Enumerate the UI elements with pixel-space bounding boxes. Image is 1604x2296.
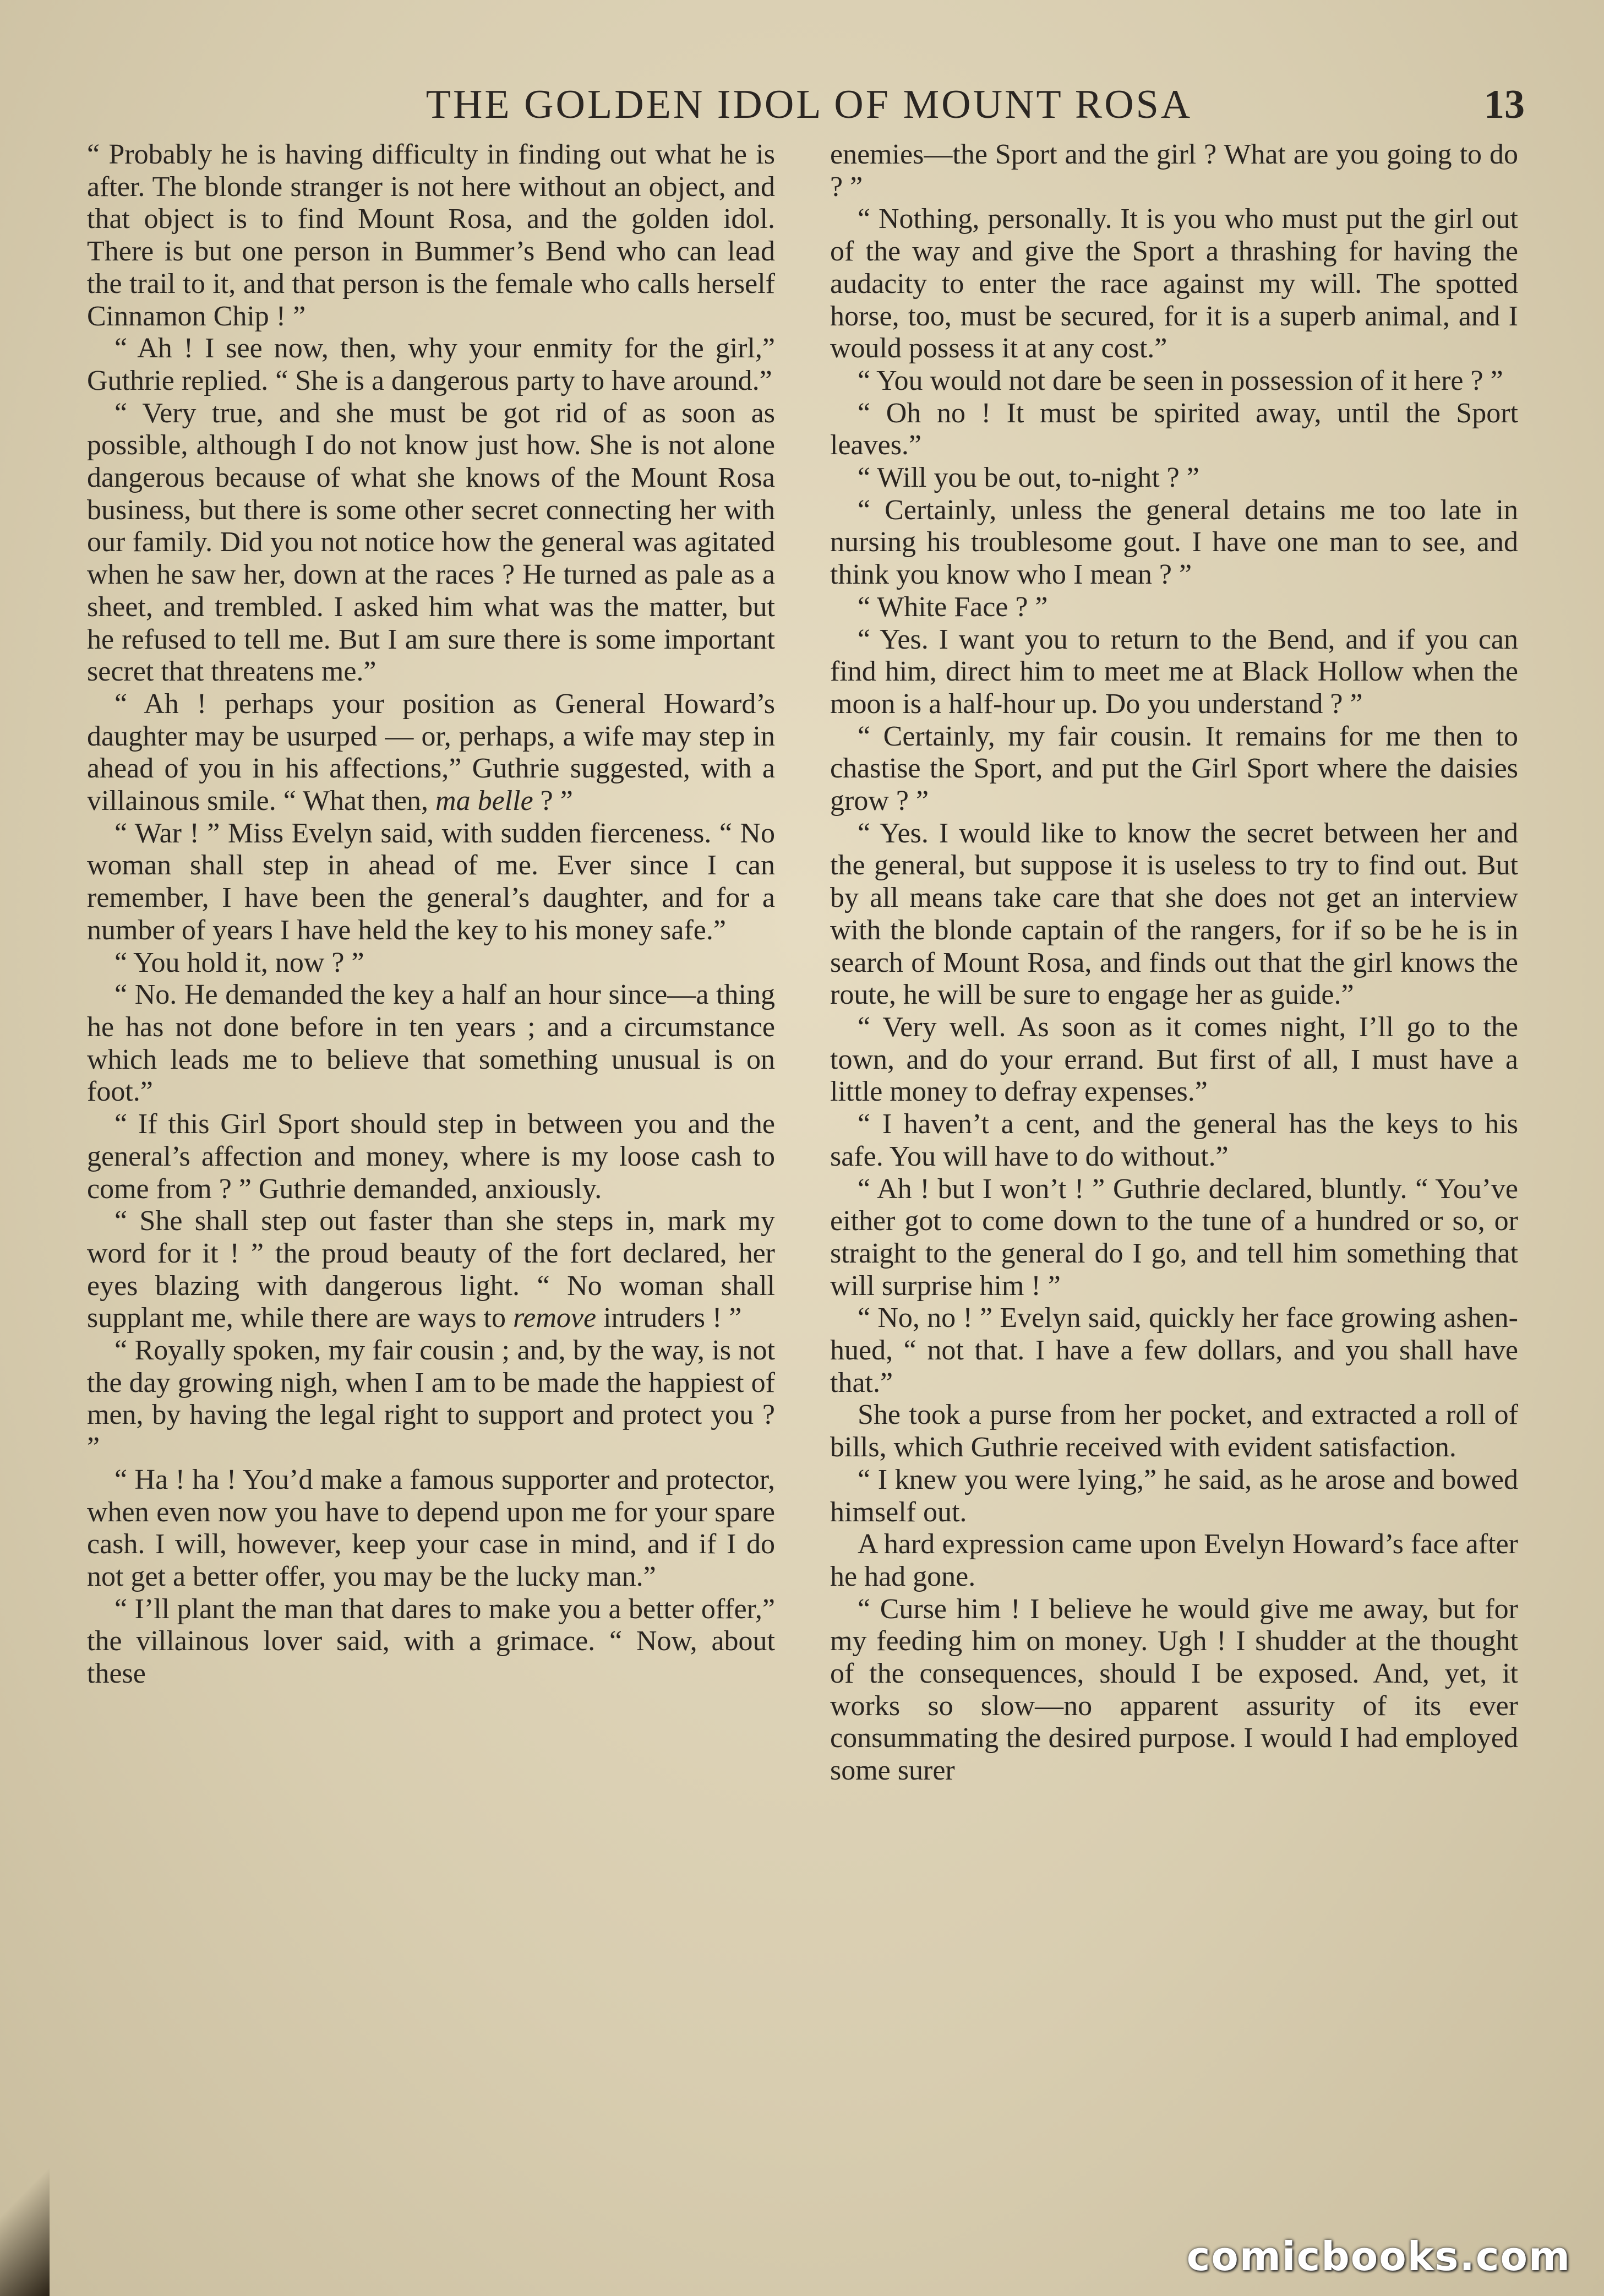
paragraph: “ She shall step out faster than she steps in, mark my word for it ! ” the proud beauty of the fort declared, her eyes blazing with dangerous light. “ No woman shall supplant me, while there are ways to remove intruders ! ” bbox=[87, 1205, 775, 1334]
paragraph: “ I knew you were lying,” he said, as he arose and bowed himself out. bbox=[830, 1463, 1518, 1528]
paragraph: “ Oh no ! It must be spirited away, until the Sport leaves.” bbox=[830, 397, 1518, 461]
watermark: comicbooks.com bbox=[1186, 2233, 1571, 2279]
paragraph: “ If this Girl Sport should step in between you and the general’s affection and money, where is my loose cash to come from ? ” Guthrie demanded, anxiously. bbox=[87, 1108, 775, 1205]
paragraph: “ Very well. As soon as it comes night, I’ll go to the town, and do your errand. But first of all, I must have a little money to defray expenses.” bbox=[830, 1011, 1518, 1108]
paragraph: A hard expression came upon Evelyn Howard’s face after he had gone. bbox=[830, 1528, 1518, 1592]
paragraph: “ You would not dare be seen in possession of it here ? ” bbox=[858, 364, 1503, 396]
paragraph: “ Ah ! but I won’t ! ” Guthrie declared, bluntly. “ You’ve either got to come down to the tune of a hundred or so, or straight to the general do I go, and tell him something that will surprise him ! ” bbox=[830, 1173, 1518, 1302]
paragraph: “ Ah ! I see now, then, why your enmity for the girl,” Guthrie replied. “ She is a dangerous party to have around.” bbox=[87, 333, 775, 396]
paragraph: “ Very true, and she must be got rid of as soon as possible, although I do not know just how. She is not alone dangerous because of what she knows of the Mount Rosa business, but there is some other secret connecting her with our family. Did you not notice how the general was agitated when he saw her, down at the races ? He turned as pale as a sheet, and trembled. I asked him what was the matter, but he refused to tell me. But I am sure there is some important secret that threatens me.” bbox=[87, 397, 775, 688]
paragraph: She took a purse from her pocket, and extracted a roll of bills, which Guthrie received with evident satisfaction. bbox=[830, 1399, 1518, 1463]
page-corner-shadow bbox=[0, 2131, 50, 2296]
page-number: 13 bbox=[1484, 82, 1525, 127]
paragraph: “ Certainly, unless the general detains me too late in nursing his troublesome gout. I have one man to see, and think you know who I mean ? ” bbox=[830, 494, 1518, 591]
paragraph: “ Nothing, personally. It is you who must put the girl out of the way and give the Sport a thrashing for having the audacity to enter the race against my will. The spotted horse, too, must be secured, for it is a superb animal, and I would possess it at any cost.” bbox=[830, 203, 1518, 364]
paragraph: “ Ah ! perhaps your position as General Howard’s daughter may be usurped — or, perhaps, a wife may step in ahead of you in his affections,” Guthrie suggested, with a villainous smile. “ What then, ma belle ? ” bbox=[87, 688, 775, 817]
paragraph: “ No. He demanded the key a half an hour since—a thing he has not done before in ten years ; and a circumstance which leads me to believe that something unusual is on foot.” bbox=[87, 979, 775, 1108]
page-header bbox=[83, 74, 1536, 135]
running-title: THE GOLDEN IDOL OF MOUNT ROSA bbox=[425, 82, 1193, 127]
paragraph: “ I haven’t a cent, and the general has the keys to his safe. You will have to do without.” bbox=[830, 1108, 1518, 1172]
paragraph: “ White Face ? ” bbox=[858, 591, 1048, 623]
paragraph: “ No, no ! ” Evelyn said, quickly her face growing ashen-hued, “ not that. I have a few dollars, and you shall have that.” bbox=[830, 1302, 1518, 1399]
left-text-column bbox=[87, 139, 775, 2226]
paragraph: “ Will you be out, to-night ? ” bbox=[858, 462, 1199, 494]
paragraph: “ Yes. I want you to return to the Bend, and if you can find him, direct him to meet me at Black Hollow when the moon is a half-hour up. Do you understand ? ” bbox=[830, 623, 1518, 720]
paragraph: “ Ha ! ha ! You’d make a famous supporter and protector, when even now you have to depend upon me for your spare cash. I will, however, keep your case in mind, and if I do not get a better offer, you may be the lucky man.” bbox=[87, 1463, 775, 1592]
paragraph: enemies—the Sport and the girl ? What are you going to do ? ” bbox=[830, 139, 1518, 203]
paragraph: “ Certainly, my fair cousin. It remains for me then to chastise the Sport, and put the Girl Sport where the daisies grow ? ” bbox=[830, 720, 1518, 817]
right-text-column bbox=[830, 139, 1518, 2226]
paragraph: “ Royally spoken, my fair cousin ; and, by the way, is not the day growing nigh, when I am to be made the happiest of men, by having the legal right to support and protect you ? ” bbox=[87, 1335, 775, 1463]
paragraph: “ Yes. I would like to know the secret between her and the general, but suppose it is useless to try to find out. But by all means take care that she does not get an interview with the blonde captain of the rangers, for if so be he is in search of Mount Rosa, and finds out that the girl knows the route, he will be sure to engage her as guide.” bbox=[830, 817, 1518, 1011]
paragraph: “ You hold it, now ? ” bbox=[114, 946, 364, 978]
paragraph: “ Probably he is having difficulty in finding out what he is after. The blonde stranger is not here without an object, and that object is to find Mount Rosa, and the golden idol. There is but one person in Bummer’s Bend who can lead the trail to it, and that person is the female who calls herself Cinnamon Chip ! ” bbox=[87, 139, 775, 332]
paragraph: “ I’ll plant the man that dares to make you a better offer,” the villainous lover said, with a grimace. “ Now, about these bbox=[87, 1593, 775, 1690]
paragraph: “ War ! ” Miss Evelyn said, with sudden fierceness. “ No woman shall step in ahead of me. Ever since I can remember, I have been the general’s daughter, and for a number of years I have held the key to his money safe.” bbox=[87, 817, 775, 946]
paragraph: “ Curse him ! I believe he would give me away, but for my feeding him on money. Ugh ! I shudder at the thought of the consequences, should I be exposed. And, yet, it works so slow—no apparent assurity of its ever consummating the desired purpose. I would I had employed some surer bbox=[830, 1593, 1518, 1787]
